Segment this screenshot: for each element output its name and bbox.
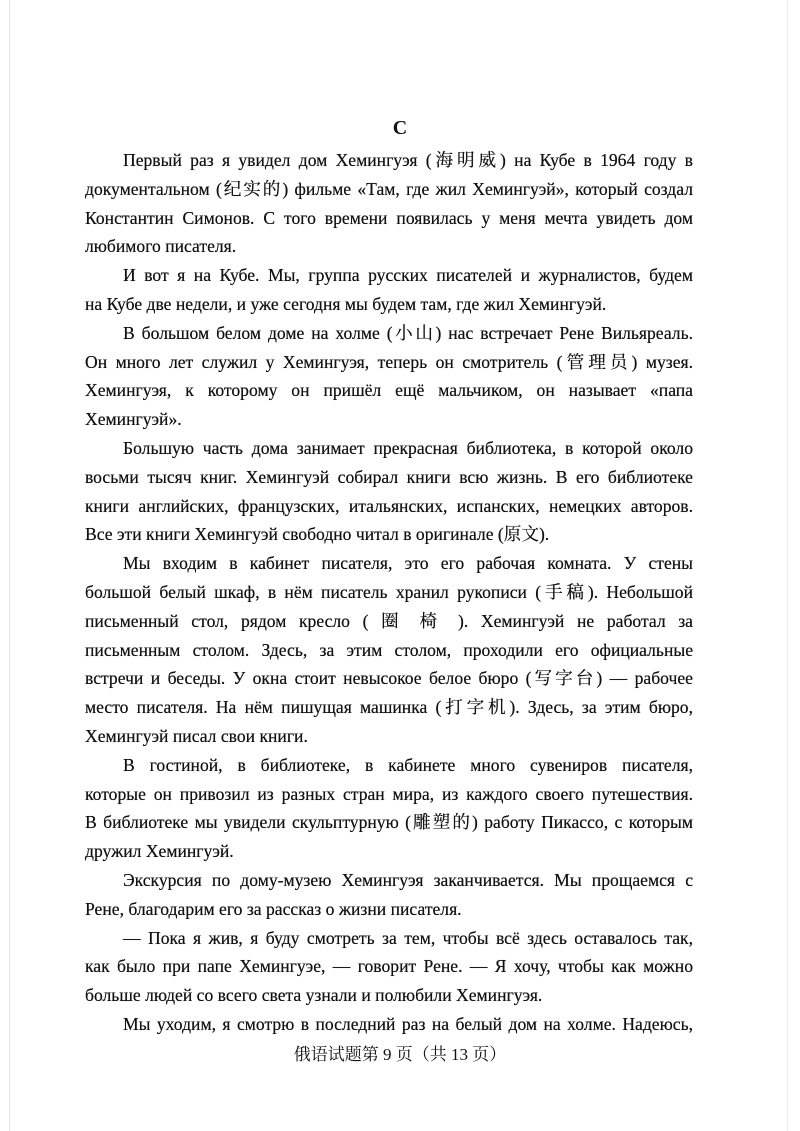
text-line: Хемингуэя, к которому он пришёл ещё мальчиком, он называет «папа xyxy=(85,380,693,401)
paragraph xyxy=(85,924,693,1010)
scan-edge-left xyxy=(9,0,10,1131)
text-line: Мы уходим, я смотрю в последний раз на белый дом на холме. Надеюсь, xyxy=(123,1013,693,1034)
text-line: Все эти книги Хемингуэй свободно читал в оригинале (原文). xyxy=(85,524,550,545)
paragraph xyxy=(85,146,693,261)
text-line: Хемингуэй». xyxy=(85,409,182,430)
text-line: документальном (纪实的) фильме «Там, где жил Хемингуэй», который создал xyxy=(85,178,693,199)
paragraph xyxy=(85,751,693,866)
paragraph xyxy=(85,434,693,549)
text-line: письменный стол, рядом кресло ( 圈 椅 ). Хемингуэй не работал за xyxy=(85,610,693,631)
text-line: письменным столом. Здесь, за этим столом, проходили его официальные xyxy=(85,639,693,660)
text-line: В большом белом доме на холме (小山) нас встречает Рене Вильяреаль. xyxy=(123,322,693,343)
text-line: книги английских, французских, итальянских, испанских, немецких авторов. xyxy=(85,495,693,516)
text-line: восьми тысяч книг. Хемингуэй собирал книги всю жизнь. В его библиотеке xyxy=(85,466,693,487)
text-line: Большую часть дома занимает прекрасная библиотека, в которой около xyxy=(123,437,693,458)
text-line: дружил Хемингуэй. xyxy=(85,841,234,862)
text-line: большой белый шкаф, в нём писатель хранил рукописи (手稿). Небольшой xyxy=(85,581,693,602)
paragraph xyxy=(85,261,693,319)
text-line: место писателя. На нём пишущая машинка (打字机). Здесь, за этим бюро, xyxy=(85,697,693,718)
scan-edge-right xyxy=(787,0,788,1131)
text-line: Мы входим в кабинет писателя, это его рабочая комната. У стены xyxy=(123,553,693,574)
text-line: любимого писателя. xyxy=(85,236,237,257)
page-footer: 俄语试题第 9 页（共 13 页） xyxy=(293,1045,507,1064)
paragraph xyxy=(85,549,693,751)
section-heading: C xyxy=(392,117,408,139)
text-line: Первый раз я увидел дом Хемингуэя (海明威) на Кубе в 1964 году в xyxy=(123,150,693,170)
text-line: на Кубе две недели, и уже сегодня мы будем там, где жил Хемингуэй. xyxy=(85,293,607,314)
text-line: В гостиной, в библиотеке, в кабинете много сувениров писателя, xyxy=(123,754,693,775)
article-body xyxy=(85,146,693,1039)
text-line: Он много лет служил у Хемингуэя, теперь он смотритель (管理员) музея. xyxy=(85,351,693,372)
text-line: встречи и беседы. У окна стоит невысокое белое бюро (写字台) — рабочее xyxy=(85,668,693,689)
text-line: Рене, благодарим его за рассказ о жизни писателя. xyxy=(85,898,462,919)
paragraph xyxy=(85,319,693,434)
text-line: Экскурсия по дому-музею Хемингуэя заканчивается. Мы прощаемся с xyxy=(123,869,693,890)
text-line: больше людей со всего света узнали и полюбили Хемингуэя. xyxy=(85,985,543,1006)
text-line: как было при папе Хемингуэе, — говорит Рене. — Я хочу, чтобы как можно xyxy=(85,956,693,977)
text-line: Константин Симонов. С того времени появилась у меня мечта увидеть дом xyxy=(85,207,693,228)
text-line: В библиотеке мы увидели скульптурную (雕塑的) работу Пикассо, с которым xyxy=(85,812,693,833)
paragraph xyxy=(85,866,693,924)
text-line: И вот я на Кубе. Мы, группа русских писателей и журналистов, будем xyxy=(123,265,693,286)
text-line: Хемингуэй писал свои книги. xyxy=(85,725,308,746)
text-line: — Пока я жив, я буду смотреть за тем, чтобы всё здесь оставалось так, xyxy=(123,927,693,948)
paragraph xyxy=(85,1010,693,1039)
text-line: которые он привозил из разных стран мира, из каждого своего путешествия. xyxy=(85,783,693,804)
